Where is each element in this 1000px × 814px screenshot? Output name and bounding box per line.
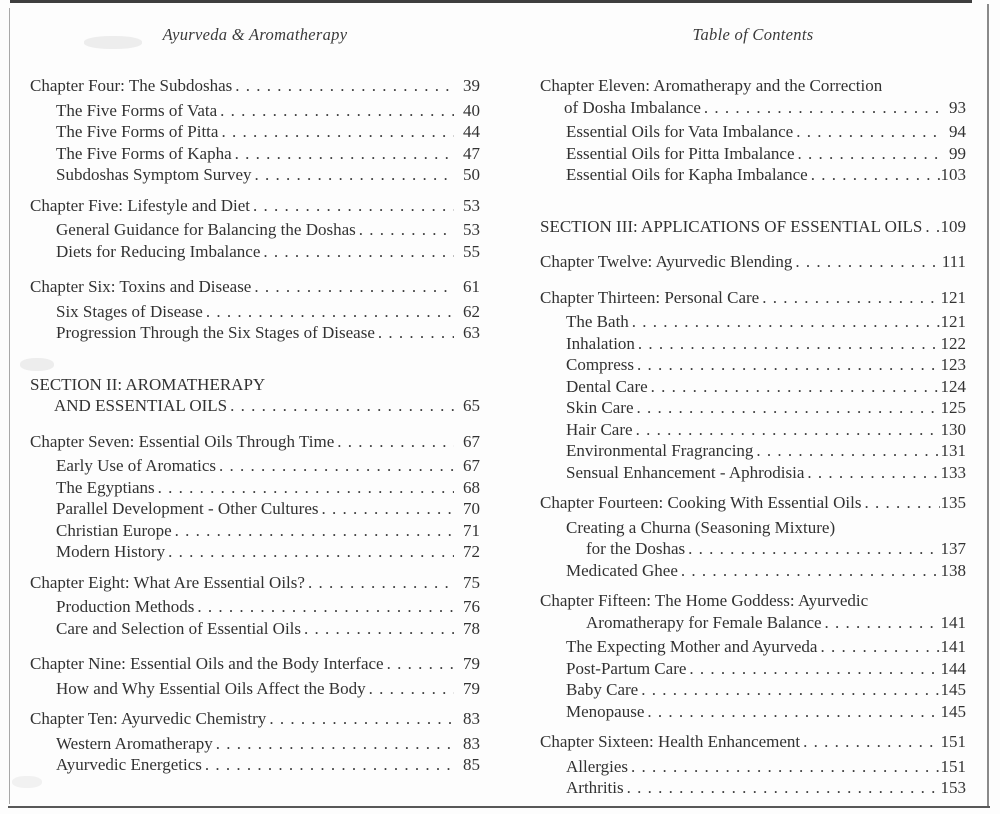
toc-row xyxy=(540,636,966,658)
toc-row xyxy=(30,733,480,755)
toc-page-number: 78 xyxy=(463,618,480,638)
toc-page-number: 137 xyxy=(940,539,966,558)
toc-entry-title: General Guidance for Balancing the Doshas xyxy=(56,220,356,239)
toc-entry-title: Six Stages of Disease xyxy=(56,301,203,321)
toc-row xyxy=(540,560,966,582)
toc-page-number: 76 xyxy=(463,597,480,616)
toc-page-number: 124 xyxy=(940,376,966,396)
dot-leader xyxy=(922,216,940,238)
toc-row xyxy=(30,241,480,263)
toc-entry-title: The Expecting Mother and Ayurveda xyxy=(566,637,818,656)
toc-entry-title: The Five Forms of Pitta xyxy=(56,122,219,141)
toc-page-number: 55 xyxy=(463,241,480,261)
toc-page-number: 144 xyxy=(940,658,966,678)
toc-page-number: 151 xyxy=(940,732,966,751)
dot-leader xyxy=(792,251,940,273)
toc-page-number: 131 xyxy=(940,441,966,460)
toc-page-number: 40 xyxy=(463,100,480,120)
toc-entry-title: Production Methods xyxy=(56,597,195,616)
dot-leader xyxy=(252,164,454,186)
dot-leader xyxy=(685,538,940,560)
toc-page-number: 122 xyxy=(940,333,966,353)
toc-entry-title: SECTION II: AROMATHERAPY xyxy=(30,374,266,394)
toc-entry-title: Allergies xyxy=(566,756,629,776)
toc-entry-title: Christian Europe xyxy=(56,520,172,540)
scan-smudge xyxy=(12,776,42,788)
dot-leader xyxy=(194,596,454,618)
toc-entry-title: Modern History xyxy=(56,542,166,561)
dot-leader xyxy=(213,733,454,755)
toc-row xyxy=(30,431,480,453)
toc-page-number: 133 xyxy=(940,462,966,482)
dot-leader xyxy=(250,195,454,217)
toc-page-number: 79 xyxy=(463,678,480,698)
dot-leader xyxy=(793,121,940,143)
toc-page-number: 141 xyxy=(940,612,966,632)
toc-row xyxy=(30,195,480,217)
toc-entry-title: AND ESSENTIAL OILS xyxy=(54,396,228,415)
dot-leader xyxy=(216,455,454,477)
toc-entry-title: Chapter Eleven: Aromatherapy and the Correction xyxy=(540,76,883,95)
toc-row xyxy=(540,164,966,186)
toc-page-number: 70 xyxy=(463,499,480,518)
dot-leader xyxy=(155,477,454,499)
dot-leader xyxy=(817,636,940,658)
toc-row xyxy=(540,679,966,701)
dot-leader xyxy=(648,376,940,398)
dot-leader xyxy=(334,431,454,453)
toc-page-number: 111 xyxy=(941,252,966,271)
dot-leader xyxy=(356,219,454,241)
dot-leader xyxy=(862,492,941,514)
dot-leader xyxy=(301,618,454,640)
dot-leader xyxy=(635,333,940,355)
toc-page-number: 68 xyxy=(463,477,480,497)
toc-page-number: 99 xyxy=(949,143,966,163)
toc-row xyxy=(540,143,966,165)
dot-leader xyxy=(202,754,454,776)
toc-entry-title: Compress xyxy=(566,355,634,374)
toc-entry-title: for the Doshas xyxy=(586,539,686,558)
toc-row xyxy=(540,397,966,419)
dot-leader xyxy=(753,440,940,462)
toc-page-number: 63 xyxy=(463,323,480,342)
toc-row xyxy=(30,276,480,298)
dot-leader xyxy=(808,164,940,186)
toc-row xyxy=(30,708,480,730)
dot-leader xyxy=(795,143,941,165)
toc-row xyxy=(30,541,480,563)
dot-leader xyxy=(701,97,940,119)
toc-entry-title: The Five Forms of Kapha xyxy=(56,143,232,163)
scan-border-bottom xyxy=(8,806,990,808)
toc-page-number: 103 xyxy=(940,165,966,184)
toc-entry-title: How and Why Essential Oils Affect the Body xyxy=(56,678,366,698)
dot-leader xyxy=(165,541,454,563)
toc-row xyxy=(30,520,480,542)
toc-row xyxy=(540,75,966,97)
toc-row xyxy=(30,618,480,640)
toc-entry-title: Chapter Eight: What Are Essential Oils? xyxy=(30,572,305,592)
toc-page-number: 138 xyxy=(940,560,966,580)
toc-row xyxy=(540,216,966,238)
dot-leader xyxy=(260,241,454,263)
toc-row xyxy=(540,462,966,484)
toc-entry-title: Parallel Development - Other Cultures xyxy=(56,499,319,518)
toc-entry-title: Chapter Five: Lifestyle and Diet xyxy=(30,195,250,215)
toc-page-number: 145 xyxy=(940,701,966,721)
toc-row xyxy=(30,121,480,143)
toc-page-number: 44 xyxy=(463,122,480,141)
dot-leader xyxy=(232,143,454,165)
dot-leader xyxy=(638,679,940,701)
toc-row xyxy=(540,97,966,119)
toc-entry-title: Environmental Fragrancing xyxy=(566,441,754,460)
toc-row xyxy=(30,75,480,97)
toc-row xyxy=(540,287,966,309)
dot-leader xyxy=(634,397,940,419)
toc-entry-title: Care and Selection of Essential Oils xyxy=(56,618,302,638)
toc-entry-title: Chapter Fifteen: The Home Goddess: Ayurvedic xyxy=(540,591,869,610)
toc-row xyxy=(540,419,966,441)
toc-page-number: 67 xyxy=(463,431,480,451)
toc-entry-title: The Bath xyxy=(566,312,629,331)
toc-page-number: 61 xyxy=(463,277,480,296)
toc-entry-title: Post-Partum Care xyxy=(566,658,687,678)
toc-row xyxy=(540,440,966,462)
toc-row xyxy=(540,251,966,273)
toc-entry-title: Diets for Reducing Imbalance xyxy=(56,241,261,261)
toc-row xyxy=(540,777,966,799)
toc-entry-title: Chapter Nine: Essential Oils and the Body Interface xyxy=(30,654,384,673)
toc-row xyxy=(30,164,480,186)
dot-leader xyxy=(375,322,454,344)
dot-leader xyxy=(822,612,940,634)
toc-page-number: 72 xyxy=(463,542,480,561)
dot-leader xyxy=(629,311,940,333)
toc-row xyxy=(540,311,966,333)
running-head-right: Table of Contents xyxy=(692,25,814,44)
left-page xyxy=(30,0,480,776)
toc-entry-title: Menopause xyxy=(566,701,645,721)
toc-entry-title: Chapter Six: Toxins and Disease xyxy=(30,277,252,296)
toc-entry-title: Sensual Enhancement - Aphrodisia xyxy=(566,462,805,482)
toc-entry-title: Creating a Churna (Seasoning Mixture) xyxy=(566,517,836,537)
dot-leader xyxy=(633,419,940,441)
toc-page-number: 53 xyxy=(463,220,480,239)
toc-list-left xyxy=(30,75,480,776)
toc-row xyxy=(30,100,480,122)
toc-entry-title: Medicated Ghee xyxy=(566,560,678,580)
toc-row xyxy=(540,376,966,398)
toc-row xyxy=(540,731,966,753)
toc-page-number: 93 xyxy=(949,97,966,117)
toc-page-number: 125 xyxy=(940,398,966,417)
toc-page-number: 83 xyxy=(463,709,480,728)
toc-list-right xyxy=(540,75,966,799)
dot-leader xyxy=(305,572,454,594)
toc-entry-title: Ayurvedic Energetics xyxy=(56,755,202,774)
toc-row xyxy=(540,590,966,612)
toc-page-number: 85 xyxy=(463,755,480,774)
toc-page-number: 123 xyxy=(940,355,966,374)
right-page xyxy=(540,0,966,799)
toc-entry-title: Chapter Twelve: Ayurvedic Blending xyxy=(540,252,793,271)
toc-entry-title: Chapter Four: The Subdoshas xyxy=(30,76,233,95)
toc-entry-title: Arthritis xyxy=(566,778,624,797)
toc-entry-title: Dental Care xyxy=(566,376,648,396)
toc-entry-title: Western Aromatherapy xyxy=(56,733,213,753)
toc-entry-title: Early Use of Aromatics xyxy=(56,456,217,475)
dot-leader xyxy=(318,498,454,520)
toc-entry-title: Chapter Thirteen: Personal Care xyxy=(540,287,760,307)
toc-row xyxy=(540,756,966,778)
toc-row xyxy=(540,612,966,634)
dot-leader xyxy=(686,658,940,680)
toc-page-number: 141 xyxy=(940,637,966,656)
dot-leader xyxy=(366,678,454,700)
toc-page-number: 121 xyxy=(940,312,966,331)
toc-row xyxy=(540,492,966,514)
toc-entry-title: Aromatherapy for Female Balance xyxy=(586,612,822,632)
dot-leader xyxy=(384,653,454,675)
toc-row xyxy=(540,333,966,355)
toc-entry-title: Baby Care xyxy=(566,680,639,699)
dot-leader xyxy=(628,756,940,778)
toc-entry-title: Inhalation xyxy=(566,333,635,353)
toc-page-number: 47 xyxy=(463,143,480,163)
dot-leader xyxy=(644,701,940,723)
toc-row xyxy=(30,301,480,323)
toc-page-number: 67 xyxy=(463,456,480,475)
toc-page-number: 153 xyxy=(940,778,966,797)
dot-leader xyxy=(203,301,454,323)
toc-entry-title: Chapter Ten: Ayurvedic Chemistry xyxy=(30,709,267,728)
toc-page-number: 75 xyxy=(463,572,480,592)
toc-page-number: 53 xyxy=(463,195,480,215)
toc-entry-title: Chapter Sixteen: Health Enhancement xyxy=(540,732,801,751)
toc-entry-title: SECTION III: APPLICATIONS OF ESSENTIAL OILS xyxy=(540,216,923,236)
toc-page-number: 65 xyxy=(463,396,480,415)
toc-page-number: 121 xyxy=(940,287,966,307)
dot-leader xyxy=(217,100,454,122)
toc-row xyxy=(30,395,480,417)
dot-leader xyxy=(634,354,940,376)
dot-leader xyxy=(232,75,454,97)
scan-border-right xyxy=(987,4,989,808)
toc-entry-title: Chapter Seven: Essential Oils Through Time xyxy=(30,431,335,451)
toc-entry-title: Hair Care xyxy=(566,419,633,439)
dot-leader xyxy=(172,520,454,542)
toc-entry-title: The Egyptians xyxy=(56,477,155,497)
toc-entry-title: of Dosha Imbalance xyxy=(564,97,701,117)
dot-leader xyxy=(251,276,454,298)
dot-leader xyxy=(800,731,940,753)
toc-page-number: 39 xyxy=(463,76,480,95)
toc-row xyxy=(30,374,480,396)
scan-border-left xyxy=(9,8,10,804)
toc-row xyxy=(30,498,480,520)
toc-page-number: 71 xyxy=(463,520,480,540)
toc-entry-title: Progression Through the Six Stages of Disease xyxy=(56,323,375,342)
toc-entry-title: Essential Oils for Kapha Imbalance xyxy=(566,165,808,184)
toc-page-number: 50 xyxy=(463,165,480,184)
dot-leader xyxy=(804,462,940,484)
toc-row xyxy=(540,517,966,539)
toc-row xyxy=(30,754,480,776)
toc-row xyxy=(540,538,966,560)
toc-row xyxy=(30,653,480,675)
dot-leader xyxy=(227,395,454,417)
toc-page-number: 62 xyxy=(463,301,480,321)
dot-leader xyxy=(218,121,454,143)
toc-entry-title: Subdoshas Symptom Survey xyxy=(56,165,252,184)
dot-leader xyxy=(624,777,940,799)
dot-leader xyxy=(266,708,454,730)
dot-leader xyxy=(759,287,940,309)
toc-page-number: 130 xyxy=(940,419,966,439)
toc-row xyxy=(540,354,966,376)
toc-row xyxy=(30,455,480,477)
toc-row xyxy=(30,322,480,344)
toc-entry-title: Essential Oils for Vata Imbalance xyxy=(566,122,794,141)
toc-entry-title: The Five Forms of Vata xyxy=(56,100,218,120)
toc-page-number: 135 xyxy=(940,493,966,512)
toc-entry-title: Chapter Fourteen: Cooking With Essential Oils xyxy=(540,493,862,512)
toc-page-number: 94 xyxy=(949,122,966,141)
dot-leader xyxy=(678,560,940,582)
toc-entry-title: Essential Oils for Pitta Imbalance xyxy=(566,143,795,163)
toc-page-number: 151 xyxy=(940,756,966,776)
toc-row xyxy=(30,678,480,700)
toc-row xyxy=(540,658,966,680)
toc-page-number: 79 xyxy=(463,654,480,673)
toc-page-number: 109 xyxy=(940,216,966,236)
toc-row xyxy=(540,121,966,143)
toc-row xyxy=(30,572,480,594)
toc-row xyxy=(540,701,966,723)
toc-row xyxy=(30,596,480,618)
toc-row xyxy=(30,219,480,241)
toc-row xyxy=(30,143,480,165)
toc-page-number: 83 xyxy=(463,733,480,753)
toc-entry-title: Skin Care xyxy=(566,398,634,417)
toc-page-number: 145 xyxy=(940,680,966,699)
running-head-left: Ayurveda & Aromatherapy xyxy=(162,25,348,44)
toc-row xyxy=(30,477,480,499)
